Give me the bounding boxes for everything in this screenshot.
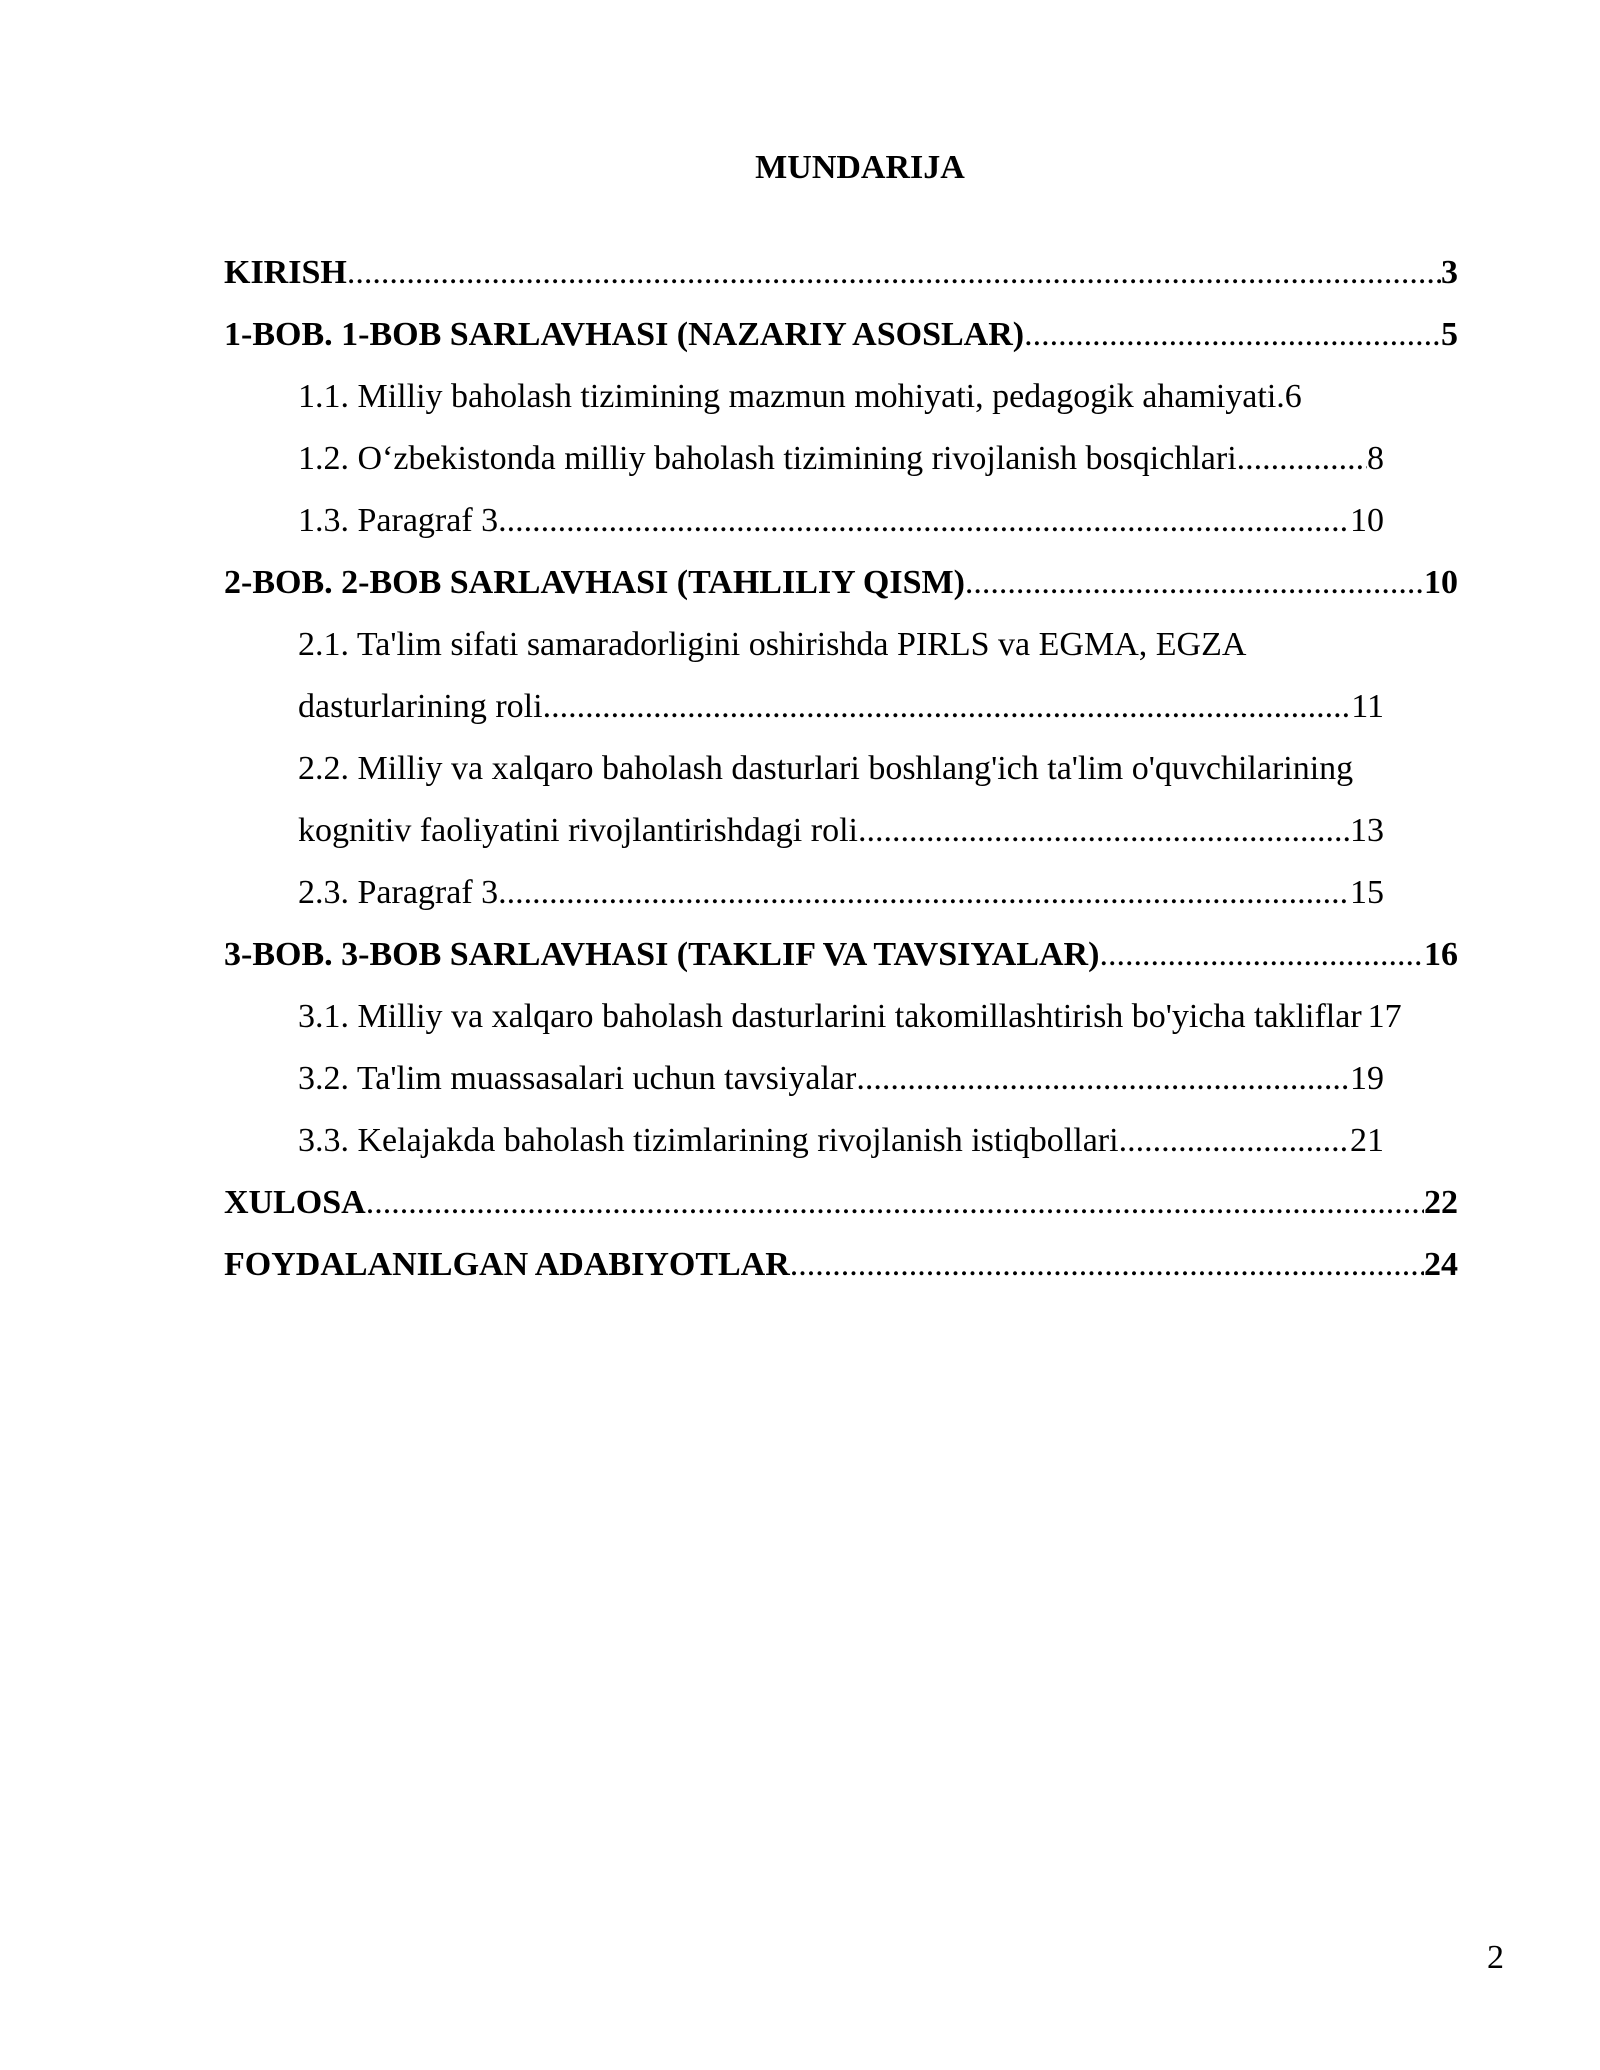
- page-title: MUNDARIJA: [755, 149, 965, 186]
- toc-entry-label: 1.2. O‘zbekistonda milliy baholash tizimining rivojlanish bosqichlari: [298, 440, 1237, 477]
- toc-entry-label: FOYDALANILGAN ADABIYOTLAR: [224, 1246, 790, 1283]
- toc-entry-page: 15: [1350, 874, 1384, 911]
- toc-entry-label: 3.2. Ta'lim muassasalari uchun tavsiyalar: [298, 1060, 857, 1097]
- toc-leader-dots: [856, 1048, 1350, 1110]
- toc-leader-dots: [1099, 924, 1424, 986]
- toc-entry-section-3-2: [298, 1048, 1384, 1110]
- toc-entry-label: 2-BOB. 2-BOB SARLAVHASI (TAHLILIY QISM): [224, 564, 965, 601]
- toc-entry-chapter-3: [224, 924, 1458, 986]
- toc-leader-dots: [1024, 304, 1441, 366]
- toc-entry-section-3-1: [298, 986, 1563, 1048]
- toc-entry-page: 8: [1367, 440, 1384, 477]
- toc-entry-label: 1-BOB. 1-BOB SARLAVHASI (NAZARIY ASOSLAR): [224, 316, 1025, 353]
- page-number: 2: [1487, 1939, 1504, 1976]
- toc-entry-label: KIRISH: [224, 254, 347, 291]
- toc-entry-label: 1.1. Milliy baholash tizimining mazmun mohiyati, pedagogik ahamiyati.: [298, 378, 1285, 415]
- toc-entry-label: 3-BOB. 3-BOB SARLAVHASI (TAKLIF VA TAVSIYALAR): [224, 936, 1100, 973]
- toc-entry-page: 6: [1284, 378, 1302, 415]
- toc-leader-dots: [965, 552, 1424, 614]
- toc-entry-page: 10: [1350, 502, 1384, 539]
- toc-entry-section-1-1: [298, 366, 1384, 428]
- toc-entry-label: 3.3. Kelajakda baholash tizimlarining rivojlanish istiqbollari: [298, 1122, 1119, 1159]
- toc-entry-section-2-3: [298, 862, 1384, 924]
- toc-entry-page: 16: [1424, 936, 1458, 973]
- toc-leader-dots: [790, 1234, 1424, 1296]
- toc-entry-label: 1.3. Paragraf 3: [298, 502, 499, 539]
- toc-leader-dots: [498, 862, 1350, 924]
- table-of-contents: [224, 242, 1458, 1296]
- toc-entry-section-1-3: [298, 490, 1384, 552]
- toc-leader-dots: [1119, 1110, 1350, 1172]
- toc-leader-dots: [498, 490, 1350, 552]
- toc-entry-page: 19: [1350, 1060, 1384, 1097]
- toc-entry-references: [224, 1234, 1458, 1296]
- toc-entry-section-2-2: [298, 738, 1438, 862]
- toc-entry-label-line-1: 2.2. Milliy va xalqaro baholash dasturlari boshlang'ich ta'lim o'quvchilarining: [298, 750, 1354, 787]
- toc-entry-chapter-1: [224, 304, 1458, 366]
- toc-entry-label-line-2: kognitiv faoliyatini rivojlantirishdagi roli: [298, 812, 858, 849]
- toc-entry-page: 13: [1350, 812, 1384, 849]
- toc-leader-dots: [347, 242, 1441, 304]
- toc-entry-page: 17: [1367, 998, 1402, 1035]
- toc-entry-label-line-1: 2.1. Ta'lim sifati samaradorligini oshirishda PIRLS va EGMA, EGZA: [298, 626, 1247, 663]
- toc-entry-page: 3: [1441, 254, 1458, 291]
- toc-leader-dots: [543, 676, 1352, 738]
- toc-leader-dots: [858, 800, 1350, 862]
- toc-entry-page: 10: [1424, 564, 1458, 601]
- toc-entry-label: 2.3. Paragraf 3: [298, 874, 499, 911]
- toc-entry-xulosa: [224, 1172, 1458, 1234]
- toc-leader-dots: [366, 1172, 1424, 1234]
- toc-entry-section-3-3: [298, 1110, 1384, 1172]
- toc-entry-kirish: [224, 242, 1458, 304]
- toc-entry-page: 5: [1441, 316, 1458, 353]
- toc-entry-page: 22: [1424, 1184, 1458, 1221]
- toc-entry-label-line-2: dasturlarining roli: [298, 688, 543, 725]
- toc-entry-section-2-1: [298, 614, 1438, 738]
- toc-entry-chapter-2: [224, 552, 1458, 614]
- toc-entry-label: XULOSA: [224, 1184, 366, 1221]
- toc-leader-dots: [1237, 428, 1367, 490]
- toc-entry-label: 3.1. Milliy va xalqaro baholash dasturlarini takomillashtirish bo'yicha takliflar: [298, 998, 1362, 1035]
- toc-entry-page: 21: [1350, 1122, 1384, 1159]
- toc-entry-page: 24: [1424, 1246, 1458, 1283]
- toc-entry-section-1-2: [298, 428, 1384, 490]
- toc-entry-page: 11: [1351, 688, 1384, 725]
